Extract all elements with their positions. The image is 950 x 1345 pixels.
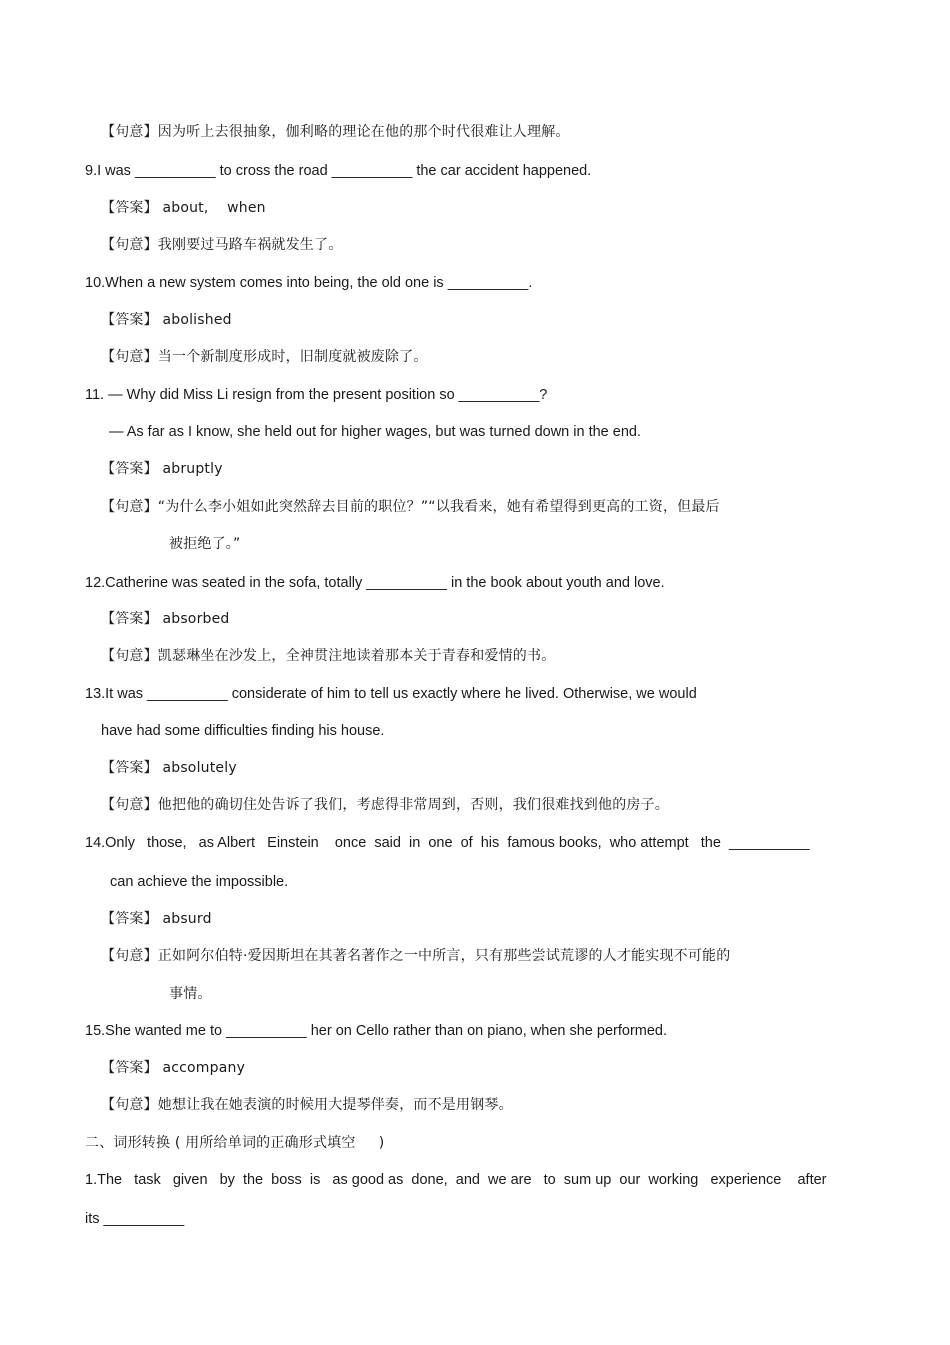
section-heading-word-form: 二、词形转换 ( 用所给单词的正确形式填空 ): [85, 1135, 385, 1151]
sentence-meaning-11: 【句意】“为什么李小姐如此突然辞去目前的职位？”“以我看来，她有希望得到更高的工资，但最后: [101, 499, 720, 515]
sentence-meaning-15: 【句意】她想让我在她表演的时候用大提琴伴奏，而不是用钢琴。: [101, 1097, 513, 1113]
question-15: 15.She wanted me to __________ her on Cello rather than on piano, when she performed.: [85, 1023, 668, 1039]
question-12: 12.Catherine was seated in the sofa, totally __________ in the book about youth and love.: [85, 575, 665, 591]
sentence-meaning-14-cont: 事情。: [169, 986, 212, 1002]
question-13: 13.It was __________ considerate of him to tell us exactly where he lived. Otherwise, we would: [85, 686, 697, 702]
question-9: 9.I was __________ to cross the road __________ the car accident happened.: [85, 163, 592, 179]
question-11-reply: — As far as I know, she held out for higher wages, but was turned down in the end.: [109, 424, 641, 440]
question-11: 11. — Why did Miss Li resign from the present position so __________?: [85, 387, 548, 403]
word-form-question-1-cont: its __________: [85, 1211, 185, 1227]
answer-15: 【答案】 accompany: [101, 1060, 246, 1076]
sentence-meaning-9: 【句意】我刚要过马路车祸就发生了。: [101, 237, 343, 253]
sentence-meaning-8: 【句意】因为听上去很抽象，伽利略的理论在他的那个时代很难让人理解。: [101, 124, 570, 140]
answer-13: 【答案】 absolutely: [101, 760, 237, 776]
answer-14: 【答案】 absurd: [101, 911, 212, 927]
sentence-meaning-13: 【句意】他把他的确切住处告诉了我们，考虑得非常周到，否则，我们很难找到他的房子。: [101, 797, 669, 813]
sentence-meaning-11-cont: 被拒绝了。”: [169, 536, 241, 552]
question-14-cont: can achieve the impossible.: [110, 874, 289, 890]
answer-10: 【答案】 abolished: [101, 312, 232, 328]
question-14: 14.Only those, as Albert Einstein once said in one of his famous books, who attempt the __________: [85, 835, 810, 851]
question-10: 10.When a new system comes into being, the old one is __________.: [85, 275, 533, 291]
sentence-meaning-14: 【句意】正如阿尔伯特·爱因斯坦在其著名著作之一中所言，只有那些尝试荒谬的人才能实现不可能的: [101, 948, 731, 964]
answer-12: 【答案】 absorbed: [101, 611, 230, 627]
question-13-cont: have had some difficulties finding his house.: [101, 723, 385, 739]
sentence-meaning-12: 【句意】凯瑟琳坐在沙发上，全神贯注地读着那本关于青春和爱情的书。: [101, 648, 556, 664]
answer-9: 【答案】 about, when: [101, 200, 266, 216]
word-form-question-1: 1.The task given by the boss is as good as done, and we are to sum up our working experience after: [85, 1172, 827, 1188]
answer-11: 【答案】 abruptly: [101, 461, 223, 477]
sentence-meaning-10: 【句意】当一个新制度形成时，旧制度就被废除了。: [101, 349, 428, 365]
